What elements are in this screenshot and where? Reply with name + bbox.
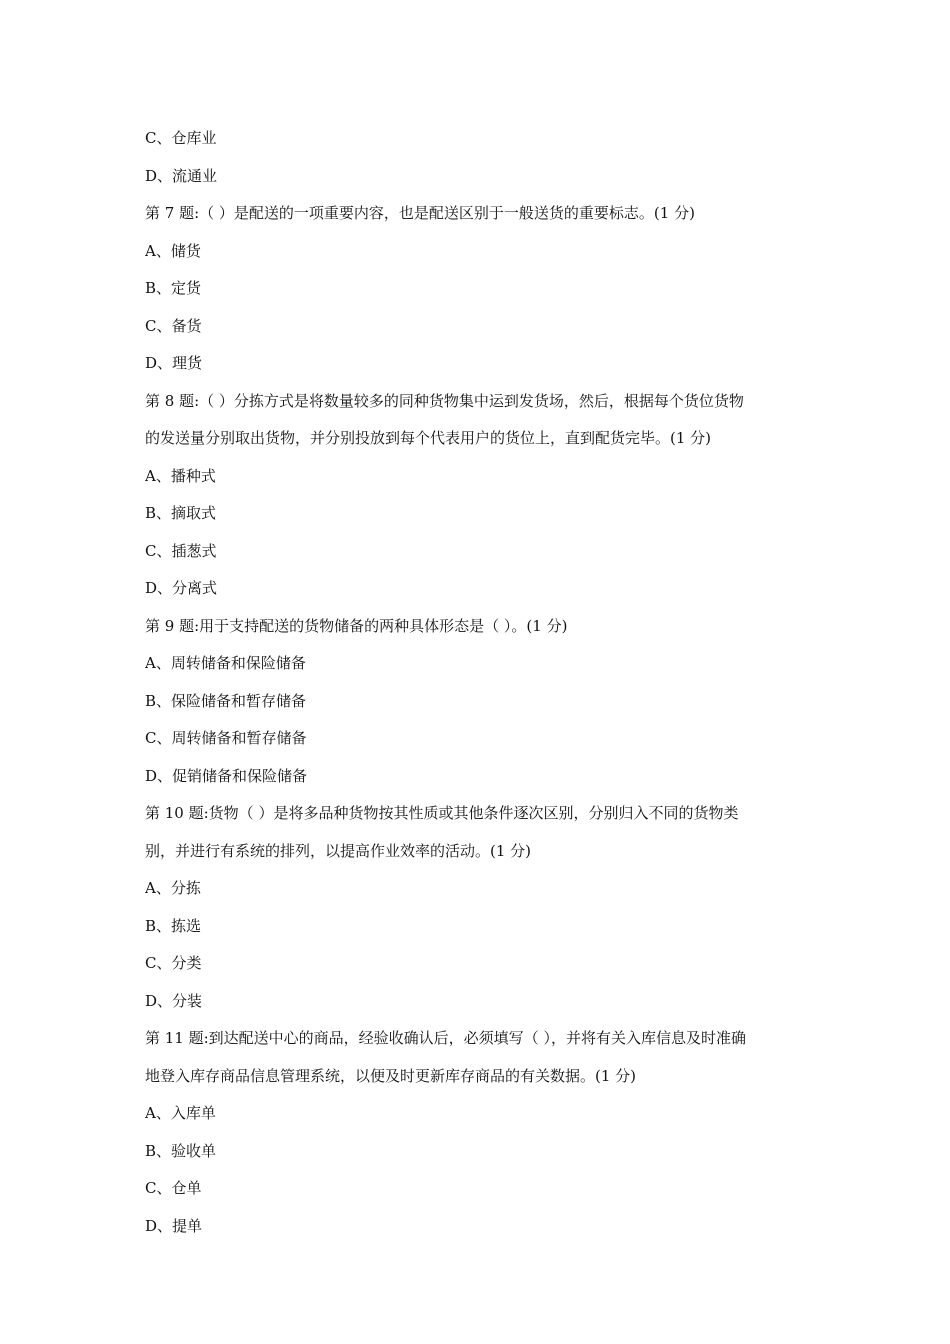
option-line: D、分离式: [145, 579, 218, 597]
option-line: C、插葱式: [145, 541, 217, 560]
option-line: C、备货: [145, 316, 202, 335]
option-line: C、仓单: [145, 1179, 202, 1197]
question-line: 第 9 题:用于支持配送的货物储备的两种具体形态是（ ）。(1 分): [145, 616, 568, 635]
question-line: 第 11 题:到达配送中心的商品，经验收确认后，必须填写（ ），并将有关入库信息及时准确: [145, 1029, 746, 1047]
option-line: D、流通业: [145, 166, 218, 185]
option-line: A、入库单: [145, 1104, 216, 1122]
question-line: 第 7 题:（ ）是配送的一项重要内容，也是配送区别于一般送货的重要标志。(1 分): [145, 204, 695, 222]
option-line: D、促销储备和保险储备: [145, 766, 308, 785]
document-body: [145, 120, 810, 1245]
question-line: 地登入库存商品信息管理系统，以便及时更新库存商品的有关数据。(1 分): [145, 1066, 637, 1085]
option-line: A、周转储备和保险储备: [145, 654, 306, 672]
option-line: D、理货: [145, 354, 203, 372]
question-line: 第 8 题:（ ）分拣方式是将数量较多的同种货物集中运到发货场，然后，根据每个货位货物: [145, 391, 744, 410]
option-line: A、播种式: [145, 466, 216, 485]
option-line: D、分装: [145, 991, 203, 1010]
option-line: B、摘取式: [145, 504, 217, 522]
option-line: B、验收单: [145, 1141, 217, 1160]
option-line: C、分类: [145, 954, 202, 972]
option-line: B、保险储备和暂存储备: [145, 691, 307, 710]
option-line: C、周转储备和暂存储备: [145, 729, 307, 747]
question-line: 第 10 题:货物（ ）是将多品种货物按其性质或其他条件逐次区别，分别归入不同的货物类: [145, 804, 739, 822]
option-line: A、储货: [145, 241, 201, 260]
question-line: 的发送量分别取出货物，并分别投放到每个代表用户的货位上，直到配货完毕。(1 分): [145, 429, 712, 447]
option-line: C、仓库业: [145, 129, 217, 147]
question-line: 别，并进行有系统的排列，以提高作业效率的活动。(1 分): [145, 841, 532, 860]
option-line: B、定货: [145, 279, 202, 297]
option-line: B、拣选: [145, 916, 202, 935]
option-line: D、提单: [145, 1216, 203, 1235]
option-line: A、分拣: [145, 879, 201, 897]
